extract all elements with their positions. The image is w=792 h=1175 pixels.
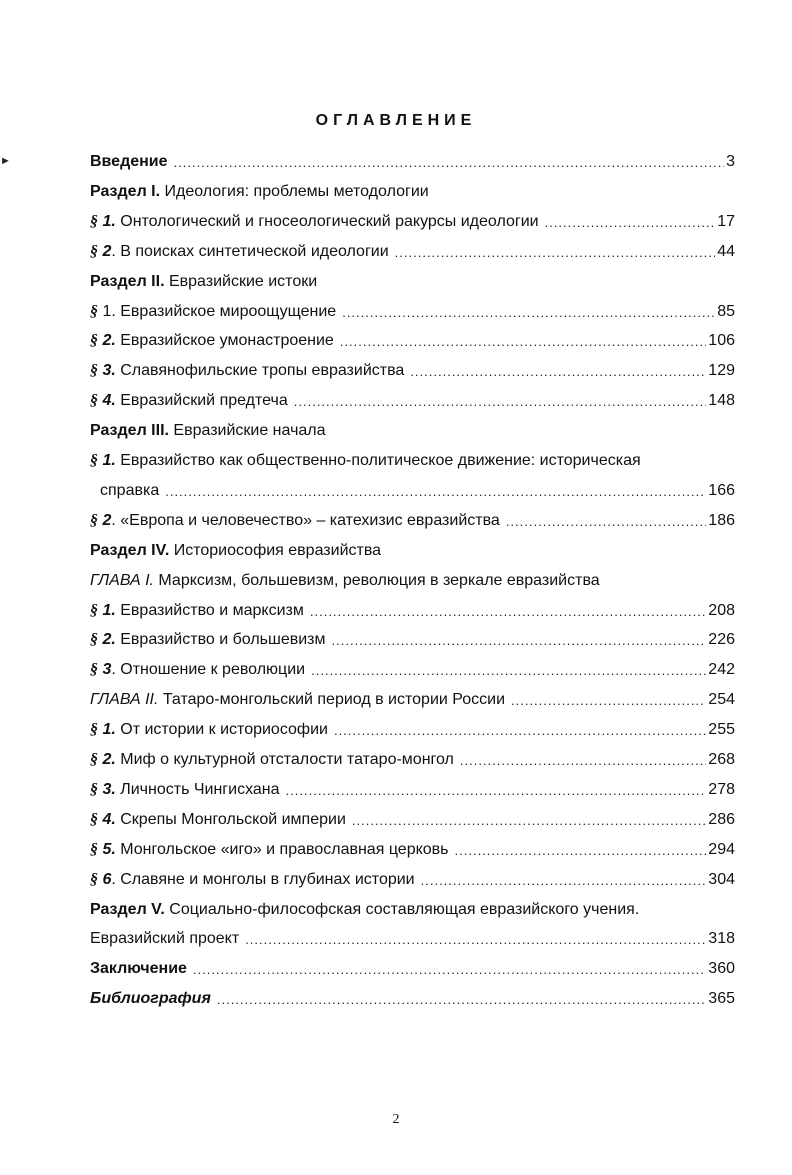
toc-entry[interactable] (90, 776, 735, 804)
dot-leader (217, 986, 706, 1006)
toc-row (0, 268, 792, 296)
paragraph-number: 2. (102, 332, 116, 350)
toc-row (0, 537, 792, 565)
toc-row (0, 806, 792, 834)
toc-entry[interactable] (90, 896, 735, 924)
page-number: 2 (392, 1112, 400, 1127)
entry-label (90, 507, 500, 535)
page-ref: 254 (708, 691, 735, 709)
dot-leader (340, 328, 706, 348)
entry-label (90, 896, 639, 924)
paragraph-number: 1. (102, 601, 116, 619)
section-label: Раздел IV. (90, 541, 170, 559)
toc-row (0, 626, 792, 654)
entry-label (90, 925, 239, 953)
entry-title: Евразийские истоки (164, 272, 318, 290)
entry-title: Социально-философская составляющая евразийского учения. (164, 900, 640, 918)
page-ref: 255 (708, 721, 735, 739)
toc-entry[interactable] (90, 985, 735, 1013)
toc-entry[interactable] (90, 836, 735, 864)
entry-title: Евразийский проект (90, 930, 240, 948)
paragraph-number: 2 (102, 242, 112, 260)
entry-label (90, 417, 326, 445)
paragraph-sign: § (90, 511, 98, 529)
toc-entry[interactable] (100, 477, 735, 505)
entry-label (90, 327, 334, 355)
toc-row (0, 866, 792, 894)
paragraph-number: 6 (102, 870, 112, 888)
toc-row (0, 746, 792, 774)
toc-entry[interactable] (90, 238, 735, 266)
entry-title: Введение (90, 153, 168, 170)
dot-leader (545, 209, 716, 229)
entry-label (90, 985, 211, 1013)
entry-title: Марксизм, большевизм, революция в зеркале евразийства (153, 571, 600, 589)
dot-leader (245, 926, 706, 946)
entry-title: Идеология: проблемы методологии (160, 182, 429, 200)
page-ref: 44 (717, 242, 735, 260)
page-ref: 278 (708, 780, 735, 798)
page-ref: 318 (708, 930, 735, 948)
entry-title: . «Европа и человечество» – катехизис евразийства (111, 511, 500, 529)
dot-leader (165, 478, 706, 498)
paragraph-sign: § (90, 242, 98, 260)
toc-row (0, 776, 792, 804)
entry-title: Монгольское «иго» и православная церковь (115, 840, 449, 858)
entry-title: Библиография (90, 990, 211, 1008)
paragraph-number: 1 (102, 302, 112, 320)
toc-row (0, 208, 792, 236)
page-ref: 186 (708, 511, 735, 529)
page-ref: 242 (708, 661, 735, 679)
dot-leader (342, 299, 715, 319)
toc-row (0, 477, 792, 505)
entry-label (90, 686, 505, 714)
dot-leader (460, 747, 706, 767)
paragraph-sign: § (90, 721, 98, 739)
paragraph-number: 3. (102, 780, 116, 798)
toc-entry[interactable] (90, 178, 735, 206)
toc-entry[interactable] (90, 447, 735, 475)
paragraph-number: 1. (102, 212, 116, 230)
page-ref: 3 (726, 153, 735, 170)
entry-label (90, 776, 280, 804)
toc-row (0, 327, 792, 355)
entry-label (90, 567, 600, 595)
toc-row (0, 925, 792, 953)
toc-row (0, 507, 792, 535)
paragraph-number: 2. (102, 751, 116, 768)
paragraph-sign: § (90, 362, 98, 380)
section-label: Раздел I. (90, 182, 161, 200)
dot-leader (286, 777, 707, 797)
dot-leader (395, 239, 716, 259)
toc-entry[interactable] (90, 208, 735, 236)
toc-entry[interactable] (90, 507, 735, 535)
section-label: Раздел II. (90, 272, 165, 290)
paragraph-sign: § (90, 452, 98, 469)
entry-title: Евразийское умонастроение (115, 332, 334, 350)
page-ref: 268 (708, 751, 735, 768)
entry-title: Заключение (90, 960, 187, 978)
page-ref: 304 (708, 870, 735, 888)
page-ref: 226 (708, 631, 735, 649)
toc-row (0, 836, 792, 864)
paragraph-sign: § (90, 332, 98, 350)
toc-entry[interactable] (90, 537, 735, 565)
entry-label (90, 148, 168, 176)
paragraph-number: 2 (102, 511, 112, 529)
page-ref: 166 (708, 481, 735, 499)
margin-mark: ► (0, 155, 11, 167)
table-of-contents (0, 148, 792, 1028)
dot-leader (352, 807, 706, 827)
toc-entry[interactable] (90, 656, 735, 684)
entry-label (90, 537, 381, 565)
dot-leader (334, 717, 706, 737)
entry-title: Славянофильские тропы евразийства (115, 362, 405, 380)
dot-leader (511, 687, 706, 707)
toc-row (0, 447, 792, 475)
entry-label (90, 716, 328, 744)
paragraph-number: 4. (102, 392, 116, 410)
page-ref: 365 (708, 990, 735, 1008)
toc-row (0, 597, 792, 625)
toc-row (0, 298, 792, 326)
page-ref: 286 (708, 810, 735, 828)
dot-leader (410, 358, 706, 378)
toc-entry[interactable] (90, 626, 735, 654)
entry-label (90, 656, 305, 684)
entry-label (90, 447, 641, 475)
dot-leader (193, 956, 706, 976)
paragraph-sign: § (90, 751, 98, 768)
dot-leader (310, 598, 706, 618)
entry-title: Личность Чингисхана (115, 780, 280, 798)
entry-label (90, 626, 326, 654)
paragraph-number: 2. (102, 631, 116, 649)
entry-title: . Отношение к революции (111, 661, 306, 679)
section-label: Раздел III. (90, 422, 169, 440)
entry-title: Миф о культурной отсталости татаро-монгол (115, 751, 454, 768)
entry-title: Татаро-монгольский период в истории России (158, 691, 505, 709)
paragraph-sign: § (90, 631, 98, 649)
page-ref: 129 (708, 362, 735, 380)
chapter-label: ГЛАВА I. (90, 571, 154, 589)
toc-entry[interactable] (90, 387, 735, 415)
toc-row (0, 357, 792, 385)
page-ref: 106 (708, 332, 735, 350)
entry-label (90, 955, 187, 983)
toc-entry[interactable] (90, 716, 735, 744)
toc-entry[interactable] (90, 298, 735, 326)
entry-label (90, 597, 304, 625)
toc-row (0, 178, 792, 206)
page-ref: 360 (708, 960, 735, 978)
entry-title: Евразийство и большевизм (115, 631, 326, 649)
entry-title: . Евразийское мироощущение (111, 302, 337, 320)
toc-entry[interactable] (90, 925, 735, 953)
page-ref: 148 (708, 392, 735, 410)
entry-label (90, 746, 454, 774)
entry-label (90, 298, 336, 326)
paragraph-number: 1. (102, 452, 116, 469)
dot-leader (455, 837, 707, 857)
paragraph-number: 3. (102, 362, 116, 380)
entry-title: Евразийские начала (168, 422, 326, 440)
paragraph-sign: § (90, 212, 98, 230)
entry-title: . В поисках синтетической идеологии (111, 242, 389, 260)
toc-row (0, 567, 792, 595)
paragraph-sign: § (90, 840, 98, 858)
paragraph-sign: § (90, 870, 98, 888)
entry-title: От истории к историософии (115, 721, 328, 739)
page-ref: 17 (717, 212, 735, 230)
dot-leader (174, 149, 725, 169)
toc-entry[interactable] (90, 746, 735, 774)
entry-label (90, 208, 539, 236)
toc-entry[interactable] (90, 955, 735, 983)
toc-row (0, 417, 792, 445)
toc-entry[interactable] (90, 148, 735, 176)
toc-row (0, 656, 792, 684)
entry-title: Евразийство и марксизм (115, 601, 304, 619)
entry-label (90, 806, 346, 834)
paragraph-number: 4. (102, 810, 116, 828)
dot-leader (332, 627, 707, 647)
page-ref: 85 (717, 302, 735, 320)
entry-label (90, 866, 415, 894)
entry-title: Евразийство как общественно-политическое движение: историческая (115, 452, 641, 469)
chapter-label: ГЛАВА II. (90, 691, 159, 709)
entry-label (90, 836, 449, 864)
toc-entry[interactable] (90, 357, 735, 385)
toc-row (0, 955, 792, 983)
dot-leader (294, 388, 707, 408)
paragraph-number: 5. (102, 840, 116, 858)
section-label: Раздел V. (90, 900, 165, 918)
toc-entry[interactable] (90, 268, 735, 296)
toc-entry[interactable] (90, 806, 735, 834)
entry-title: Евразийский предтеча (115, 392, 288, 410)
entry-label (90, 357, 404, 385)
dot-leader (421, 867, 707, 887)
paragraph-sign: § (90, 661, 98, 679)
entry-label (90, 268, 317, 296)
toc-entry[interactable] (90, 417, 735, 445)
toc-row (0, 148, 792, 176)
paragraph-sign: § (90, 392, 98, 410)
dot-leader (506, 508, 706, 528)
paragraph-sign: § (90, 810, 98, 828)
toc-row (0, 716, 792, 744)
entry-title: Скрепы Монгольской империи (115, 810, 346, 828)
paragraph-sign: § (90, 780, 98, 798)
toc-entry[interactable] (90, 686, 735, 714)
entry-title: . Славяне и монголы в глубинах истории (111, 870, 415, 888)
toc-row (0, 896, 792, 924)
toc-title: ОГЛАВЛЕНИЕ (315, 112, 477, 129)
entry-title: справка (100, 481, 160, 499)
entry-label (100, 477, 159, 505)
toc-entry[interactable] (90, 327, 735, 355)
toc-row (0, 686, 792, 714)
page-ref: 294 (708, 840, 735, 858)
toc-entry[interactable] (90, 567, 735, 595)
toc-row (0, 238, 792, 266)
entry-title: Онтологический и гносеологический ракурсы идеологии (115, 212, 539, 230)
page-ref: 208 (708, 601, 735, 619)
toc-entry[interactable] (90, 597, 735, 625)
paragraph-sign: § (90, 302, 98, 320)
paragraph-number: 3 (102, 661, 112, 679)
paragraph-sign: § (90, 601, 98, 619)
entry-label (90, 238, 389, 266)
entry-label (90, 178, 429, 206)
entry-label (90, 387, 288, 415)
entry-title: Историософия евразийства (169, 541, 382, 559)
paragraph-number: 1. (102, 721, 116, 739)
toc-entry[interactable] (90, 866, 735, 894)
toc-row (0, 985, 792, 1013)
toc-row (0, 387, 792, 415)
dot-leader (311, 657, 706, 677)
